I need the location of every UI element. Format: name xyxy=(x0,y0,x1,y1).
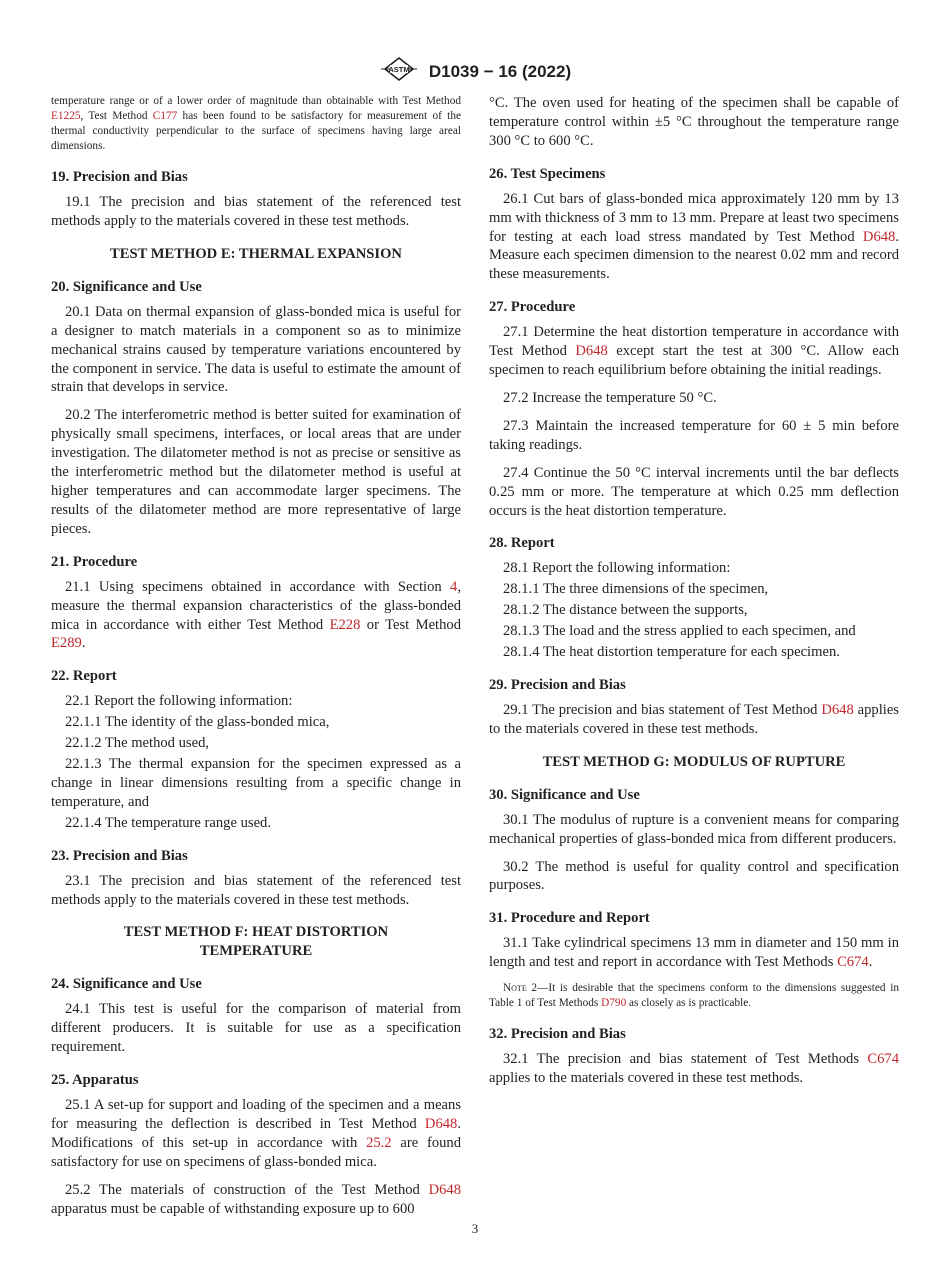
para-21-1: 21.1 Using specimens obtained in accordance with Section 4, measure the thermal expansion characteristics of the glass-bonded mica in accordance with either Test Method E228 or Test Method E289. xyxy=(51,578,462,652)
para-27-1: 27.1 Determine the heat distortion temperature in accordance with Test Method D648 except start the test at 300 °C. Allow each specimen to reach equilibrium before obtaining the initial readings. xyxy=(489,324,899,379)
ref-e1225-link[interactable]: E1225 xyxy=(51,110,81,122)
para-27-2: 27.2 Increase the temperature 50 °C. xyxy=(503,389,717,406)
section-20-heading: 20. Significance and Use xyxy=(51,278,202,295)
para-29-1: 29.1 The precision and bias statement of Test Method D648 applies to the materials covered in these test methods. xyxy=(489,701,899,737)
method-f-heading: TEST METHOD F: HEAT DISTORTION TEMPERATURE xyxy=(123,924,389,960)
section-31-heading: 31. Procedure and Report xyxy=(489,910,650,927)
para-27-4: 27.4 Continue the 50 °C interval increments until the bar deflects 0.25 mm or more. The temperature at which 0.25 mm deflection occurs is the heat distortion temperature. xyxy=(489,464,899,519)
section-28-heading: 28. Report xyxy=(489,535,555,552)
para-30-1: 30.1 The modulus of rupture is a convenient means for comparing mechanical properties of glass-bonded mica from different producers. xyxy=(489,811,899,847)
ref-e289-link[interactable]: E289 xyxy=(51,635,82,652)
para-26-1: 26.1 Cut bars of glass-bonded mica approximately 120 mm by 13 mm with thickness of 3 mm to 13 mm. Prepare at least two specimens for testing at each load stress mandated by Test Method D648. Measure each specimen dimension to the nearest 0.02 mm and record these measurements. xyxy=(489,190,899,283)
section-29-heading: 29. Precision and Bias xyxy=(489,676,626,693)
item-28-1-1: 28.1.1 The three dimensions of the specimen, xyxy=(503,581,769,598)
item-28-1: 28.1 Report the following information: xyxy=(503,560,731,577)
ref-d790-link[interactable]: D790 xyxy=(601,997,627,1010)
para-19-1: 19.1 The precision and bias statement of the referenced test methods apply to the materials covered in these test methods. xyxy=(51,194,461,229)
ref-d648-link[interactable]: D648 xyxy=(428,1181,461,1198)
ref-section-4-link[interactable]: 4 xyxy=(450,578,458,595)
ref-c674-link[interactable]: C674 xyxy=(837,954,869,971)
item-22-1-1: 22.1.1 The identity of the glass-bonded mica, xyxy=(65,714,330,731)
item-22-1-2: 22.1.2 The method used, xyxy=(65,735,210,752)
ref-e228-link[interactable]: E228 xyxy=(329,616,361,633)
section-30-heading: 30. Significance and Use xyxy=(489,786,640,803)
para-25-2-continued: °C. The oven used for heating of the specimen shall be capable of temperature control within ±5 °C throughout the temperature range 300 °C to 600 °C. xyxy=(489,95,899,149)
method-e-heading: TEST METHOD E: THERMAL EXPANSION xyxy=(110,245,402,262)
item-22-1-4: 22.1.4 The temperature range used. xyxy=(65,814,271,831)
ref-d648-link[interactable]: D648 xyxy=(862,228,896,245)
section-27-heading: 27. Procedure xyxy=(489,299,576,316)
section-23-heading: 23. Precision and Bias xyxy=(51,847,188,864)
para-25-2: 25.2 The materials of construction of the Test Method D648 apparatus must be capable of withstanding exposure up to 600 xyxy=(51,1181,461,1217)
intro-paragraph: temperature range or of a lower order of magnitude than obtainable with Test Method E1225, Test Method C177 has been found to be satisfactory for measurement of the thermal conductivity perpendicular to the surface of specimens having large areal dimensions. xyxy=(51,95,461,152)
note-label: Note 2 xyxy=(503,982,538,995)
para-27-3: 27.3 Maintain the increased temperature for 60 ± 5 min before taking readings. xyxy=(489,417,899,453)
item-22-1-3: 22.1.3 The thermal expansion for the specimen expressed as a change in linear dimensions resulting from a specific change in temperature, and xyxy=(51,756,461,810)
ref-c674-link[interactable]: C674 xyxy=(867,1051,899,1068)
section-22-heading: 22. Report xyxy=(51,668,117,685)
page-number: 3 xyxy=(471,1221,479,1236)
ref-d648-link[interactable]: D648 xyxy=(424,1116,458,1133)
para-20-1: 20.1 Data on thermal expansion of glass-bonded mica is useful for a designer to match materials in a component so as to minimize mechanical strains caused by temperature variations encountered by the component in service. The data is useful to estimate the amount of strain that develops in service. xyxy=(51,303,461,396)
document-designation: D1039 − 16 (2022) xyxy=(428,61,572,81)
para-32-1: 32.1 The precision and bias statement of Test Methods C674 applies to the materials covered in these test methods. xyxy=(489,1051,899,1087)
section-32-heading: 32. Precision and Bias xyxy=(489,1026,626,1043)
section-21-heading: 21. Procedure xyxy=(51,553,138,570)
para-30-2: 30.2 The method is useful for quality control and specification purposes. xyxy=(489,858,899,894)
section-25-heading: 25. Apparatus xyxy=(51,1072,139,1089)
left-column xyxy=(51,94,461,1228)
item-28-1-2: 28.1.2 The distance between the supports, xyxy=(503,602,748,619)
item-28-1-3: 28.1.3 The load and the stress applied to each specimen, and xyxy=(503,623,856,640)
ref-d648-link[interactable]: D648 xyxy=(575,343,608,360)
astm-logo-icon xyxy=(379,56,419,87)
method-g-heading: TEST METHOD G: MODULUS OF RUPTURE xyxy=(542,753,846,770)
ref-d648-link[interactable]: D648 xyxy=(821,701,854,718)
para-23-1: 23.1 The precision and bias statement of the referenced test methods apply to the materials covered in these test methods. xyxy=(51,872,461,908)
section-24-heading: 24. Significance and Use xyxy=(51,976,202,993)
item-22-1: 22.1 Report the following information: xyxy=(65,693,293,710)
section-26-heading: 26. Test Specimens xyxy=(489,165,606,182)
note-2: Note 2—It is desirable that the specimens conform to the dimensions suggested in Table 1 of Test Methods D790 as closely as is practicable. xyxy=(489,982,899,1010)
para-20-2: 20.2 The interferometric method is better suited for examination of physically small specimens, interfaces, or local areas that are under investigation. The dilatometer method is not as precise or sensitive as the interferometric method but the dilatometer method is useful at higher temperatures and can accommodate larger specimens. The results of the dilatometer method are more representative of large pieces. xyxy=(51,407,461,537)
svg-text:ASTM: ASTM xyxy=(388,65,410,74)
page-header xyxy=(0,56,950,87)
ref-c177-link[interactable]: C177 xyxy=(152,110,178,122)
item-28-1-4: 28.1.4 The heat distortion temperature for each specimen. xyxy=(503,644,840,661)
right-column xyxy=(489,94,899,1097)
para-25-1: 25.1 A set-up for support and loading of the specimen and a means for measuring the deflection is described in Test Method D648. Modifications of this set-up in accordance with 25.2 are found satisfactory for use on specimens of glass-bonded mica. xyxy=(51,1097,462,1170)
para-24-1: 24.1 This test is useful for the comparison of material from different producers. It is suitable for use as a specification requirement. xyxy=(51,1001,461,1056)
ref-25-2-link[interactable]: 25.2 xyxy=(366,1135,392,1151)
para-31-1: 31.1 Take cylindrical specimens 13 mm in diameter and 150 mm in length and test and report in accordance with Test Methods C674. xyxy=(489,935,899,971)
section-19-heading: 19. Precision and Bias xyxy=(51,169,188,185)
